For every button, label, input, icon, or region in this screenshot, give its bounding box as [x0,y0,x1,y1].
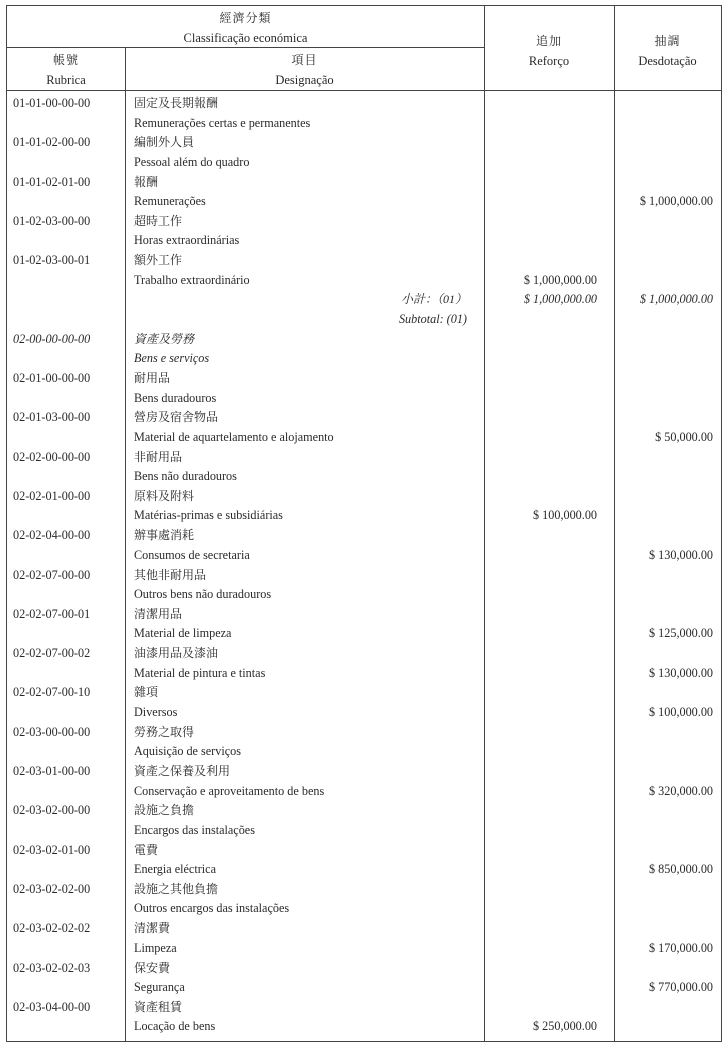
row-code: 02-01-03-00-00 [13,410,91,425]
section-designation-zh: 資產及勞務 [134,331,195,346]
row-code: 02-03-00-00-00 [13,724,91,739]
table-row [7,525,721,564]
header-economic-classification [7,8,484,48]
row-code: 02-01-00-00-00 [13,371,91,386]
header-reforco-zh: 追加 [535,34,562,48]
row-desdotacao: $ 770,000.00 [649,980,713,995]
header-designacao-zh: 項目 [291,53,318,67]
table-row [7,211,721,250]
row-designation-zh: 電費 [134,842,159,857]
row-designation-zh: 其他非耐用品 [134,567,207,582]
row-code: 01-02-03-00-00 [13,213,91,228]
row-designation-zh: 固定及長期報酬 [134,96,219,110]
row-designation-pt: Conservação e aproveitamento de bens [134,783,325,798]
table-body [7,93,721,1036]
row-reforco: $ 1,000,000.00 [523,272,597,287]
row-code: 02-02-00-00-00 [13,449,91,464]
row-code: 02-03-02-02-03 [13,960,91,975]
row-code: 01-02-03-00-01 [13,253,91,268]
table-row [7,250,721,289]
row-desdotacao: $ 50,000.00 [655,429,713,444]
row-designation-pt: Pessoal além do quadro [134,154,250,169]
row-designation-pt: Remunerações certas e permanentes [134,115,311,130]
row-designation-pt: Aquisição de serviços [134,744,241,759]
table-row [7,447,721,486]
subtotal-label-pt: Subtotal: (01) [398,311,467,326]
row-designation-zh: 報酬 [134,174,159,189]
row-designation-pt: Outros encargos das instalações [134,901,290,916]
header-designacao-pt: Designação [275,73,334,87]
row-designation-pt: Remunerações [134,194,206,209]
row-code: 02-02-01-00-00 [13,488,91,503]
row-desdotacao: $ 100,000.00 [649,704,713,719]
subtotal-desdotacao: $ 1,000,000.00 [639,292,713,307]
subtotal-reforco: $ 1,000,000.00 [523,292,597,307]
row-designation-zh: 設施之其他負擔 [134,881,219,896]
row-designation-zh: 辦事處消耗 [134,528,195,543]
row-designation-pt: Encargos das instalações [134,822,255,837]
table-row [7,172,721,211]
header-rubrica-zh: 帳號 [52,53,79,67]
row-designation-pt: Material de aquartelamento e alojamento [134,429,334,444]
row-designation-zh: 清潔費 [134,921,171,936]
row-designation-pt: Energia eléctrica [134,862,216,877]
row-designation-pt: Material de limpeza [134,626,232,641]
row-code: 01-01-02-01-00 [13,174,91,189]
header-economic-classification-pt: Classificação económica [183,31,308,45]
row-desdotacao: $ 130,000.00 [649,665,713,680]
row-designation-zh: 勞務之取得 [134,724,195,739]
row-code: 02-02-04-00-00 [13,528,91,543]
header-desdotacao [614,31,721,71]
row-designation-pt: Consumos de secretaria [134,547,250,562]
header-rubrica [7,50,125,90]
row-designation-zh: 編制外人員 [134,135,195,150]
subtotal-label-zh: 小計：（01） [400,292,467,307]
table-row [7,958,721,997]
budget-table [6,5,722,1042]
row-designation-zh: 油漆用品及漆油 [134,646,219,661]
row-designation-zh: 資產之保養及利用 [134,764,231,779]
header-divider-bottom [7,90,721,91]
row-designation-pt: Locação de bens [134,1019,216,1034]
table-row [7,722,721,761]
row-code: 02-03-01-00-00 [13,764,91,779]
table-row [7,565,721,604]
row-code: 02-03-02-00-00 [13,803,91,818]
section-designation-pt: Bens e serviços [134,351,210,366]
row-desdotacao: $ 125,000.00 [649,626,713,641]
table-row [7,761,721,800]
row-desdotacao: $ 1,000,000.00 [639,194,713,209]
row-designation-pt: Trabalho extraordinário [134,272,250,287]
row-designation-pt: Limpeza [134,940,177,955]
row-designation-zh: 營房及宿舍物品 [134,410,219,425]
header-reforco-pt: Reforço [528,54,570,68]
table-row [7,93,721,132]
row-designation-zh: 額外工作 [134,253,183,268]
header-reforco [484,31,614,71]
row-designation-pt: Diversos [134,704,178,719]
row-designation-pt: Outros bens não duradouros [134,587,272,602]
row-code: 02-03-04-00-00 [13,999,91,1014]
row-code: 01-01-02-00-00 [13,135,91,150]
row-designation-pt: Segurança [134,980,185,995]
table-row [7,800,721,839]
row-designation-zh: 原料及附料 [134,488,195,503]
row-designation-zh: 耐用品 [134,371,171,386]
table-row [7,997,721,1036]
row-code: 02-02-07-00-00 [13,567,91,582]
row-designation-zh: 超時工作 [134,213,183,228]
row-desdotacao: $ 170,000.00 [649,940,713,955]
header-economic-classification-zh: 經濟分類 [219,11,272,25]
header-desdotacao-pt: Desdotação [638,54,697,68]
table-row [7,604,721,643]
row-designation-zh: 雜項 [134,685,159,700]
row-desdotacao: $ 320,000.00 [649,783,713,798]
row-code: 02-02-07-00-02 [13,646,91,661]
row-designation-pt: Material de pintura e tintas [134,665,266,680]
header-designacao [125,50,484,90]
subtotal-row [7,289,721,328]
section-code: 02-00-00-00-00 [13,331,91,346]
row-designation-pt: Bens não duradouros [134,469,237,484]
row-code: 02-02-07-00-10 [13,685,91,700]
row-reforco: $ 100,000.00 [533,508,597,523]
row-designation-zh: 清潔用品 [134,606,183,621]
table-row [7,918,721,957]
row-designation-pt: Horas extraordinárias [134,233,240,248]
table-row [7,643,721,682]
row-designation-zh: 保安費 [134,960,171,975]
section-row [7,329,721,368]
table-row [7,407,721,446]
header-rubrica-pt: Rubrica [46,73,86,87]
row-code: 02-03-02-02-02 [13,921,91,936]
table-row [7,682,721,721]
row-code: 02-03-02-01-00 [13,842,91,857]
row-designation-pt: Bens duradouros [134,390,217,405]
row-code: 02-03-02-02-00 [13,881,91,896]
row-designation-pt: Matérias-primas e subsidiárias [134,508,283,523]
table-row [7,879,721,918]
row-desdotacao: $ 130,000.00 [649,547,713,562]
row-designation-zh: 資產租賃 [134,999,183,1014]
table-row [7,132,721,171]
row-desdotacao: $ 850,000.00 [649,862,713,877]
table-row [7,368,721,407]
row-code: 02-02-07-00-01 [13,606,91,621]
header-desdotacao-zh: 抽調 [654,34,681,48]
table-row [7,486,721,525]
row-designation-zh: 非耐用品 [134,449,183,464]
table-row [7,840,721,879]
row-designation-zh: 設施之負擔 [134,803,195,818]
row-reforco: $ 250,000.00 [533,1019,597,1034]
row-code: 01-01-00-00-00 [13,96,91,110]
